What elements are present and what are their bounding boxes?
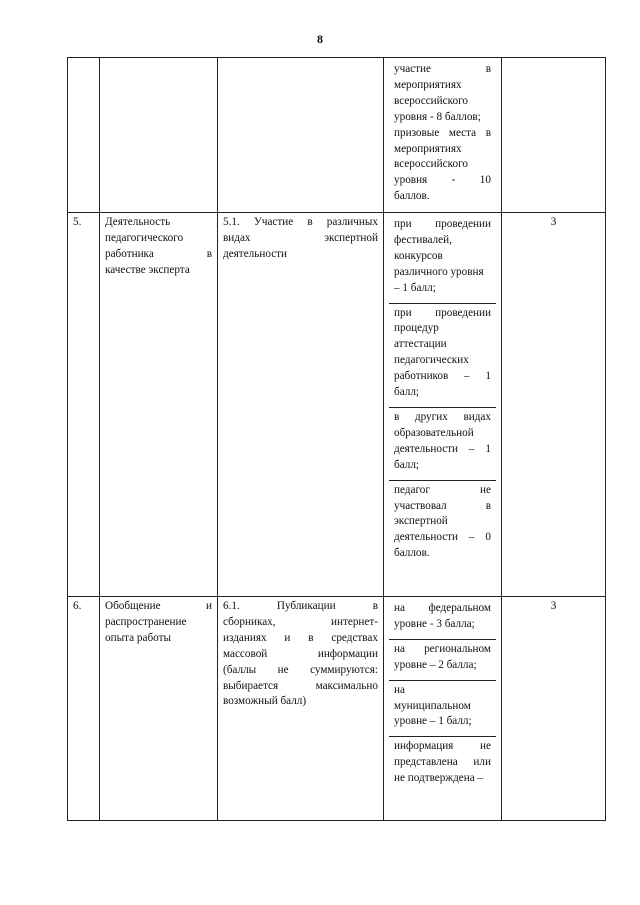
criterion-cell: Обобщение и распространение опыта работы [100,597,218,821]
conditions-cell [384,213,502,597]
condition-item: педагог не участвовал в экспертной деятельности – 0 баллов. [389,480,496,569]
points-cell [502,58,606,213]
condition-item: на федеральном уровне - 3 балла; [394,602,491,630]
condition-item: при проведении процедур аттестации педагогических работников – 1 балл; [389,303,496,407]
points-cell: 3 [502,213,606,597]
row-number: 5. [68,213,100,597]
points-cell: 3 [502,597,606,821]
page-number: 8 [317,32,323,46]
conditions-cell [384,597,502,821]
table-row [68,58,606,213]
table-row [68,213,606,597]
table-row [68,597,606,821]
criterion-cell [100,58,218,213]
condition-item: на региональном уровне – 2 балла; [389,639,496,680]
condition-item: в других видах образовательной деятельности – 1 балл; [389,407,496,480]
criterion-cell: Деятельность педагогического работника в качестве эксперта [100,213,218,597]
row-number [68,58,100,213]
condition-item: на муниципальном уровне – 1 балл; [389,680,496,737]
condition-item: при проведении фестивалей, конкурсов различного уровня – 1 балл; [394,218,491,294]
condition-item: участие в мероприятиях всероссийского уровня - 8 баллов; призовые места в мероприятиях всероссийского уровня - 10 баллов. [394,63,491,203]
conditions-cell [384,58,502,213]
condition-item: информация не представлена или не подтверждена – [389,736,496,788]
row-number: 6. [68,597,100,821]
indicator-cell: 5.1. Участие в различных видах экспертной деятельности [218,213,384,597]
criteria-table [67,57,606,821]
indicator-cell [218,58,384,213]
indicator-cell: 6.1. Публикации в сборниках, интернет- изданиях и в средствах массовой информации (баллы не суммируются: выбирается максимально возможный балл) [218,597,384,821]
